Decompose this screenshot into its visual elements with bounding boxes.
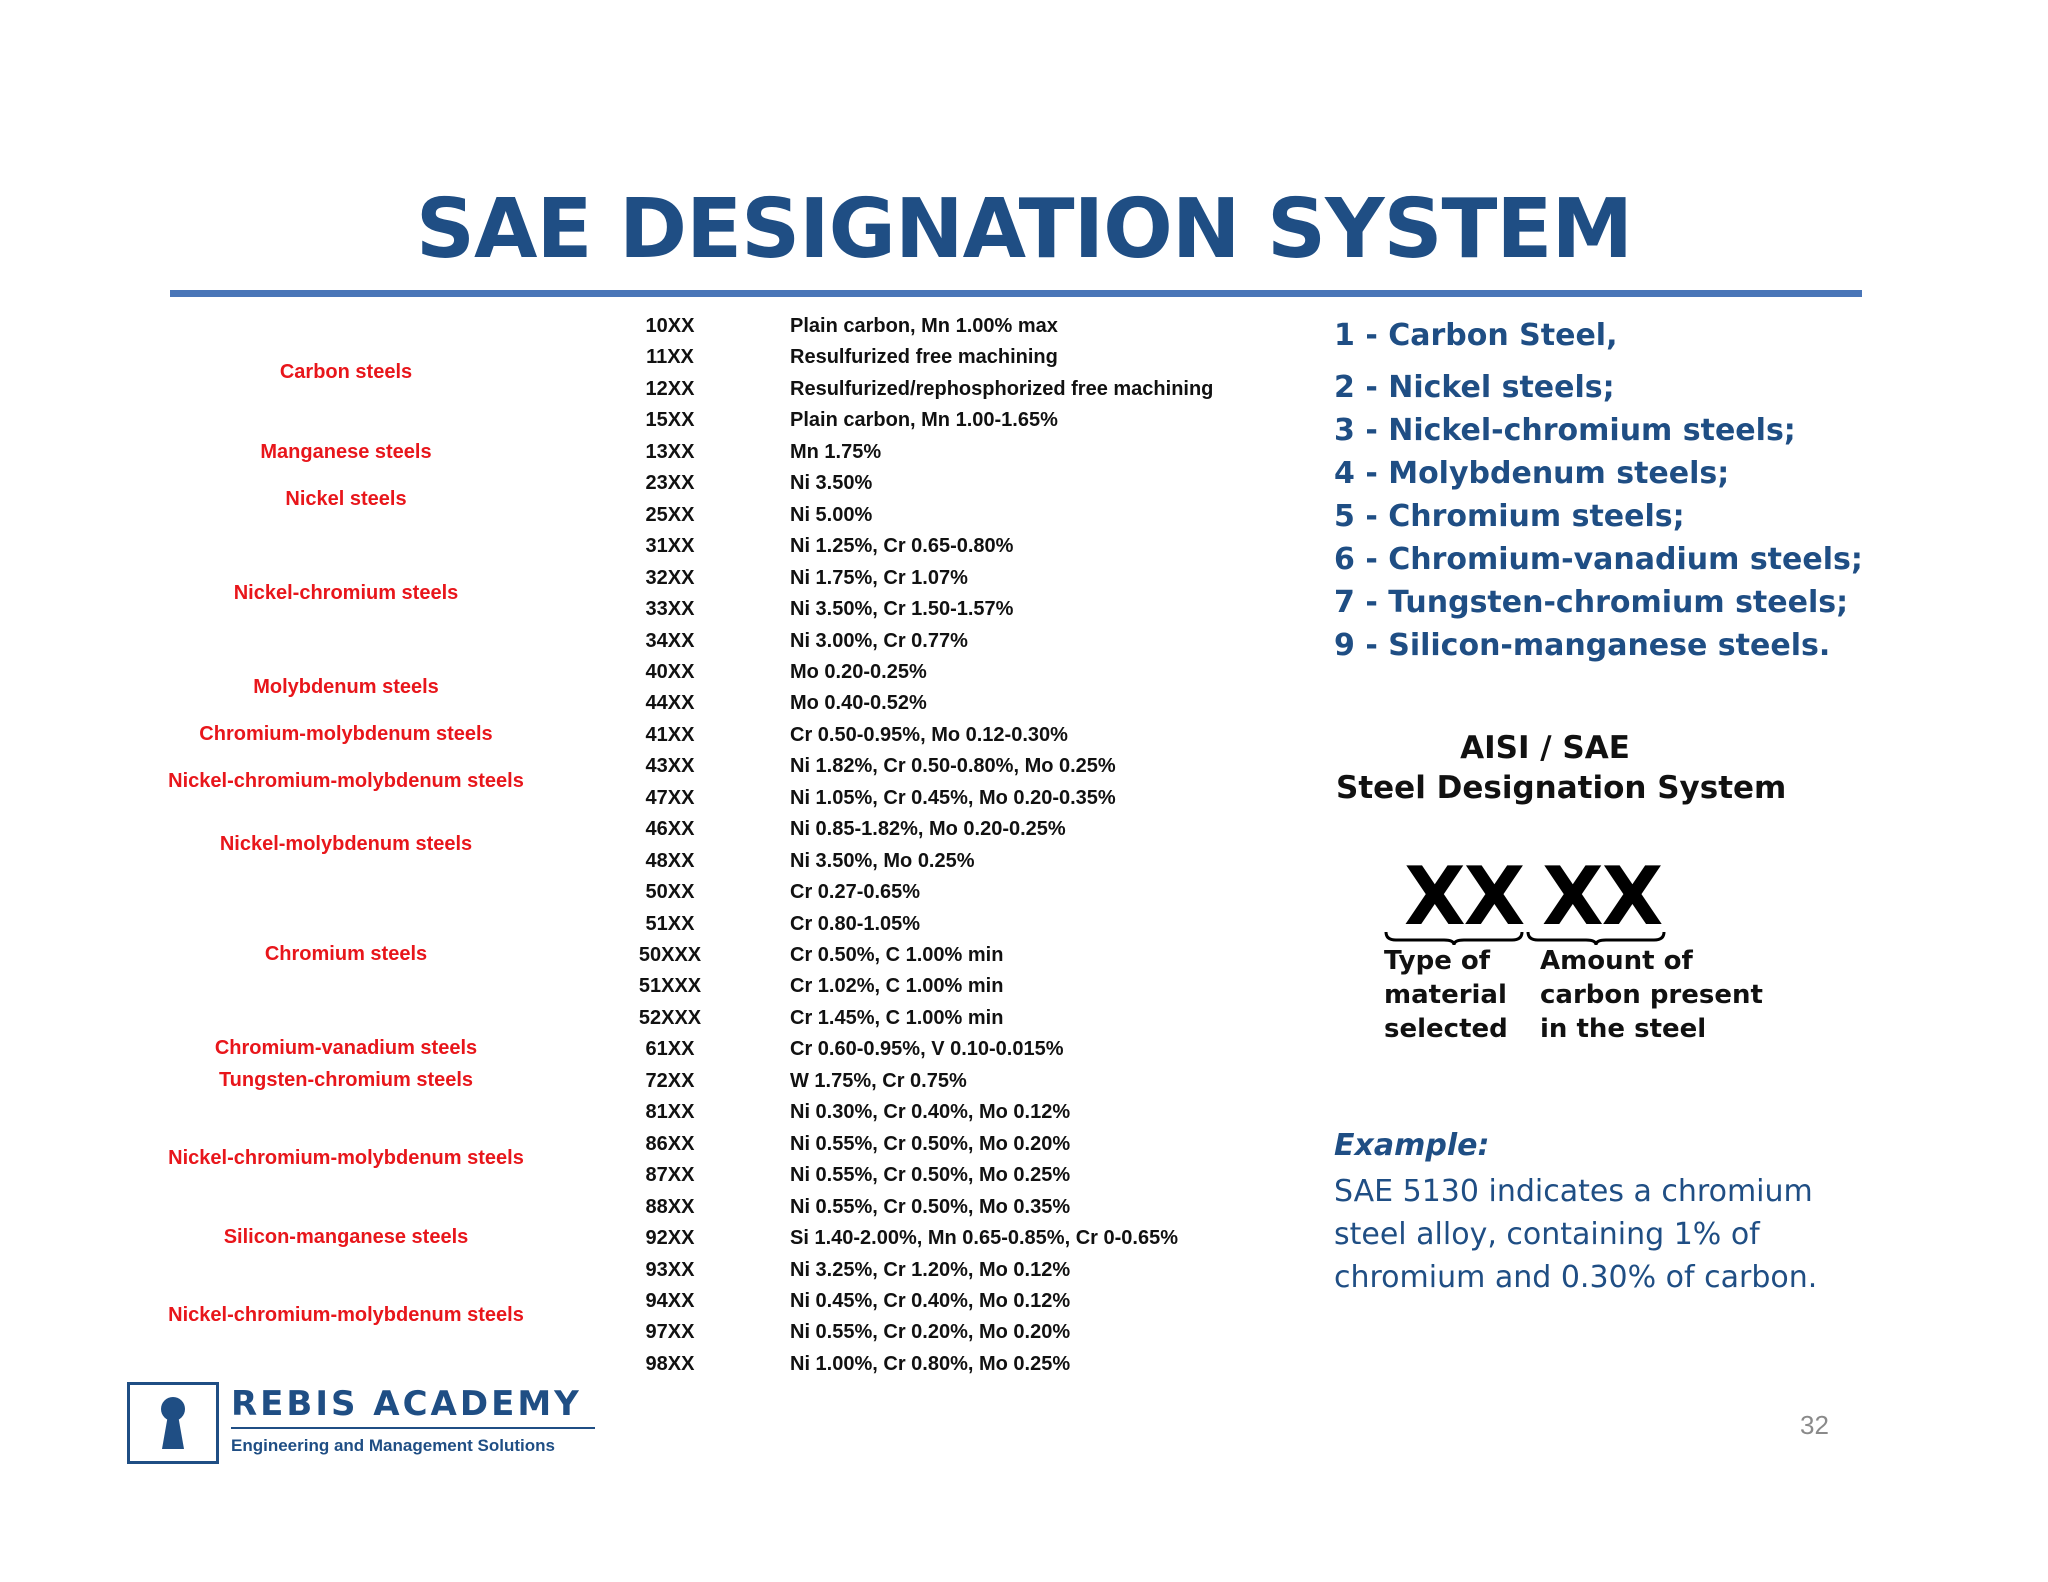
table-row [0,783,1300,813]
table-row [0,1003,1300,1033]
designation-code: 81XX [645,1101,695,1124]
designation-code: 15XX [645,409,695,432]
category-label: Carbon steels [279,361,413,383]
digits-carbon: XX [1542,850,1662,943]
composition-description: Ni 3.25%, Cr 1.20%, Mo 0.12% [790,1258,1071,1281]
designation-code: 23XX [645,472,695,495]
composition-description: Ni 0.55%, Cr 0.50%, Mo 0.25% [790,1164,1071,1187]
composition-description: Plain carbon, Mn 1.00% max [790,315,1058,337]
designation-code: 11XX [646,346,694,369]
type-item: 5 - Chromium steels; [1334,499,1685,534]
composition-description: Cr 0.50-0.95%, Mo 0.12-0.30% [790,723,1068,746]
page-number: 32 [1800,1410,1829,1440]
designation-code: 87XX [645,1164,695,1187]
table-row [0,1129,1300,1159]
label-carbon-amount: Amount of carbon present in the steel [1540,946,1763,1044]
category-label: Nickel-chromium-molybdenum steels [168,1147,524,1169]
composition-description: W 1.75%, Cr 0.75% [790,1069,967,1092]
type-item: 1 - Carbon Steel, [1334,318,1618,353]
designation-code: 10XX [645,315,695,337]
designation-code: 41XX [645,723,695,746]
logo-divider [231,1427,595,1429]
table-row [0,1317,1300,1347]
composition-description: Cr 0.27-0.65% [790,881,921,904]
table-row [0,720,1300,750]
type-item: 4 - Molybdenum steels; [1334,456,1730,491]
table-row [0,1286,1300,1316]
designation-code: 51XX [645,912,695,935]
table-row [0,468,1300,498]
designation-code: 47XX [645,786,695,809]
designation-code: 51XXX [638,975,702,998]
designation-code: 88XX [645,1195,695,1218]
label-type-material: Type of material selected [1384,946,1508,1044]
composition-description: Ni 0.85-1.82%, Mo 0.20-0.25% [790,818,1066,841]
type-item: 2 - Nickel steels; [1334,370,1615,405]
composition-description: Plain carbon, Mn 1.00-1.65% [790,409,1058,432]
table-row [0,1097,1300,1127]
table-row [0,846,1300,876]
composition-description: Ni 0.55%, Cr 0.50%, Mo 0.35% [790,1195,1071,1218]
designation-code: 50XXX [638,944,702,966]
category-label: Nickel-chromium-molybdenum steels [168,770,524,792]
category-label: Chromium-molybdenum steels [199,723,493,745]
composition-description: Ni 1.82%, Cr 0.50-0.80%, Mo 0.25% [790,755,1116,778]
designation-code: 32XX [645,566,695,589]
table-row [0,971,1300,1001]
composition-description: Ni 3.50% [790,472,873,495]
composition-description: Ni 0.30%, Cr 0.40%, Mo 0.12% [790,1101,1071,1124]
designation-code: 46XX [645,818,695,841]
composition-description: Ni 1.25%, Cr 0.65-0.80% [790,535,1014,558]
table-row [0,342,1300,372]
type-item: 9 - Silicon-manganese steels. [1334,628,1831,663]
designation-code: 25XX [645,503,695,526]
composition-description: Mn 1.75% [790,440,882,463]
composition-description: Ni 0.55%, Cr 0.50%, Mo 0.20% [790,1132,1071,1155]
aisi-heading: AISI / SAE [1460,730,1630,766]
composition-description: Ni 3.00%, Cr 0.77% [790,629,968,652]
slide-title: SAE DESIGNATION SYSTEM [415,182,1633,277]
table-row [0,1192,1300,1222]
composition-description: Ni 1.75%, Cr 1.07% [790,566,968,589]
type-item: 6 - Chromium-vanadium steels; [1334,542,1863,577]
table-row [0,751,1300,781]
logo-tagline: Engineering and Management Solutions [231,1436,555,1455]
designation-code: 43XX [645,755,695,778]
designation-code: 31XX [645,535,695,558]
category-label: Chromium steels [264,943,428,965]
composition-description: Ni 0.55%, Cr 0.20%, Mo 0.20% [790,1321,1071,1344]
table-row [0,1066,1300,1096]
table-row [0,500,1300,530]
composition-description: Cr 0.50%, C 1.00% min [790,944,1004,966]
composition-description: Ni 1.00%, Cr 0.80%, Mo 0.25% [790,1352,1071,1375]
table-row [0,1349,1300,1379]
composition-description: Ni 3.50%, Mo 0.25% [790,849,975,872]
category-label: Manganese steels [260,441,432,463]
table-row [0,374,1300,404]
example-text: SAE 5130 indicates a chromium steel alloy, containing 1% of chromium and 0.30% of carbon. [1334,1174,1818,1295]
designation-code: 61XX [645,1038,695,1061]
designation-code: 94XX [645,1289,695,1312]
table-row [0,940,1300,970]
designation-code: 48XX [645,849,695,872]
logo-keyhole-icon [127,1382,219,1464]
category-label: Nickel-chromium-molybdenum steels [168,1304,524,1326]
designation-code: 13XX [645,440,695,463]
designation-code: 34XX [645,629,695,652]
category-label: Silicon-manganese steels [223,1226,469,1248]
designation-code: 72XX [645,1069,695,1092]
composition-description: Ni 5.00% [790,503,873,526]
composition-description: Resulfurized/rephosphorized free machining [790,377,1214,400]
designation-code: 93XX [645,1258,695,1281]
table-row [0,626,1300,656]
title-underline [170,290,1862,297]
composition-description: Cr 1.45%, C 1.00% min [790,1006,1004,1029]
digits-type: XX [1404,850,1524,943]
table-row [0,1160,1300,1190]
table-row [0,1034,1300,1064]
composition-description: Mo 0.20-0.25% [790,660,927,683]
composition-description: Cr 0.60-0.95%, V 0.10-0.015% [790,1038,1064,1061]
table-row [0,909,1300,939]
composition-description: Mo 0.40-0.52% [790,692,927,715]
table-row [0,688,1300,718]
designation-code: 86XX [645,1132,695,1155]
example-heading: Example: [1334,1128,1490,1163]
designation-code: 50XX [645,881,695,904]
logo-name: REBIS ACADEMY [231,1384,582,1424]
composition-description: Ni 3.50%, Cr 1.50-1.57% [790,598,1014,621]
table-row [0,594,1300,624]
designation-code: 92XX [645,1227,695,1250]
category-label: Nickel-molybdenum steels [219,833,473,855]
category-label: Tungsten-chromium steels [218,1069,474,1091]
table-row [0,657,1300,687]
composition-description: Ni 1.05%, Cr 0.45%, Mo 0.20-0.35% [790,786,1116,809]
table-row [0,405,1300,435]
designation-code: 52XXX [638,1006,702,1029]
composition-description: Ni 0.45%, Cr 0.40%, Mo 0.12% [790,1289,1071,1312]
composition-description: Resulfurized free machining [790,346,1058,369]
table-row [0,814,1300,844]
type-item: 7 - Tungsten-chromium steels; [1334,585,1849,620]
designation-code: 44XX [645,692,695,715]
category-label: Molybdenum steels [253,676,439,698]
table-row [0,437,1300,467]
category-label: Nickel-chromium steels [233,582,459,604]
designation-code: 98XX [645,1352,695,1375]
aisi-subheading: Steel Designation System [1336,770,1787,806]
designation-code: 12XX [645,377,695,400]
table-row [0,563,1300,593]
designation-code: 33XX [645,598,695,621]
type-item: 3 - Nickel-chromium steels; [1334,413,1796,448]
table-row [0,1223,1300,1253]
table-row [0,1255,1300,1285]
table-row [0,311,1300,341]
designation-code: 97XX [645,1321,695,1344]
category-label: Nickel steels [285,488,407,510]
category-label: Chromium-vanadium steels [214,1037,478,1059]
composition-description: Cr 1.02%, C 1.00% min [790,975,1004,998]
designation-code: 40XX [645,660,695,683]
composition-description: Cr 0.80-1.05% [790,912,921,935]
table-row [0,877,1300,907]
table-row [0,531,1300,561]
composition-description: Si 1.40-2.00%, Mn 0.65-0.85%, Cr 0-0.65% [790,1227,1178,1250]
